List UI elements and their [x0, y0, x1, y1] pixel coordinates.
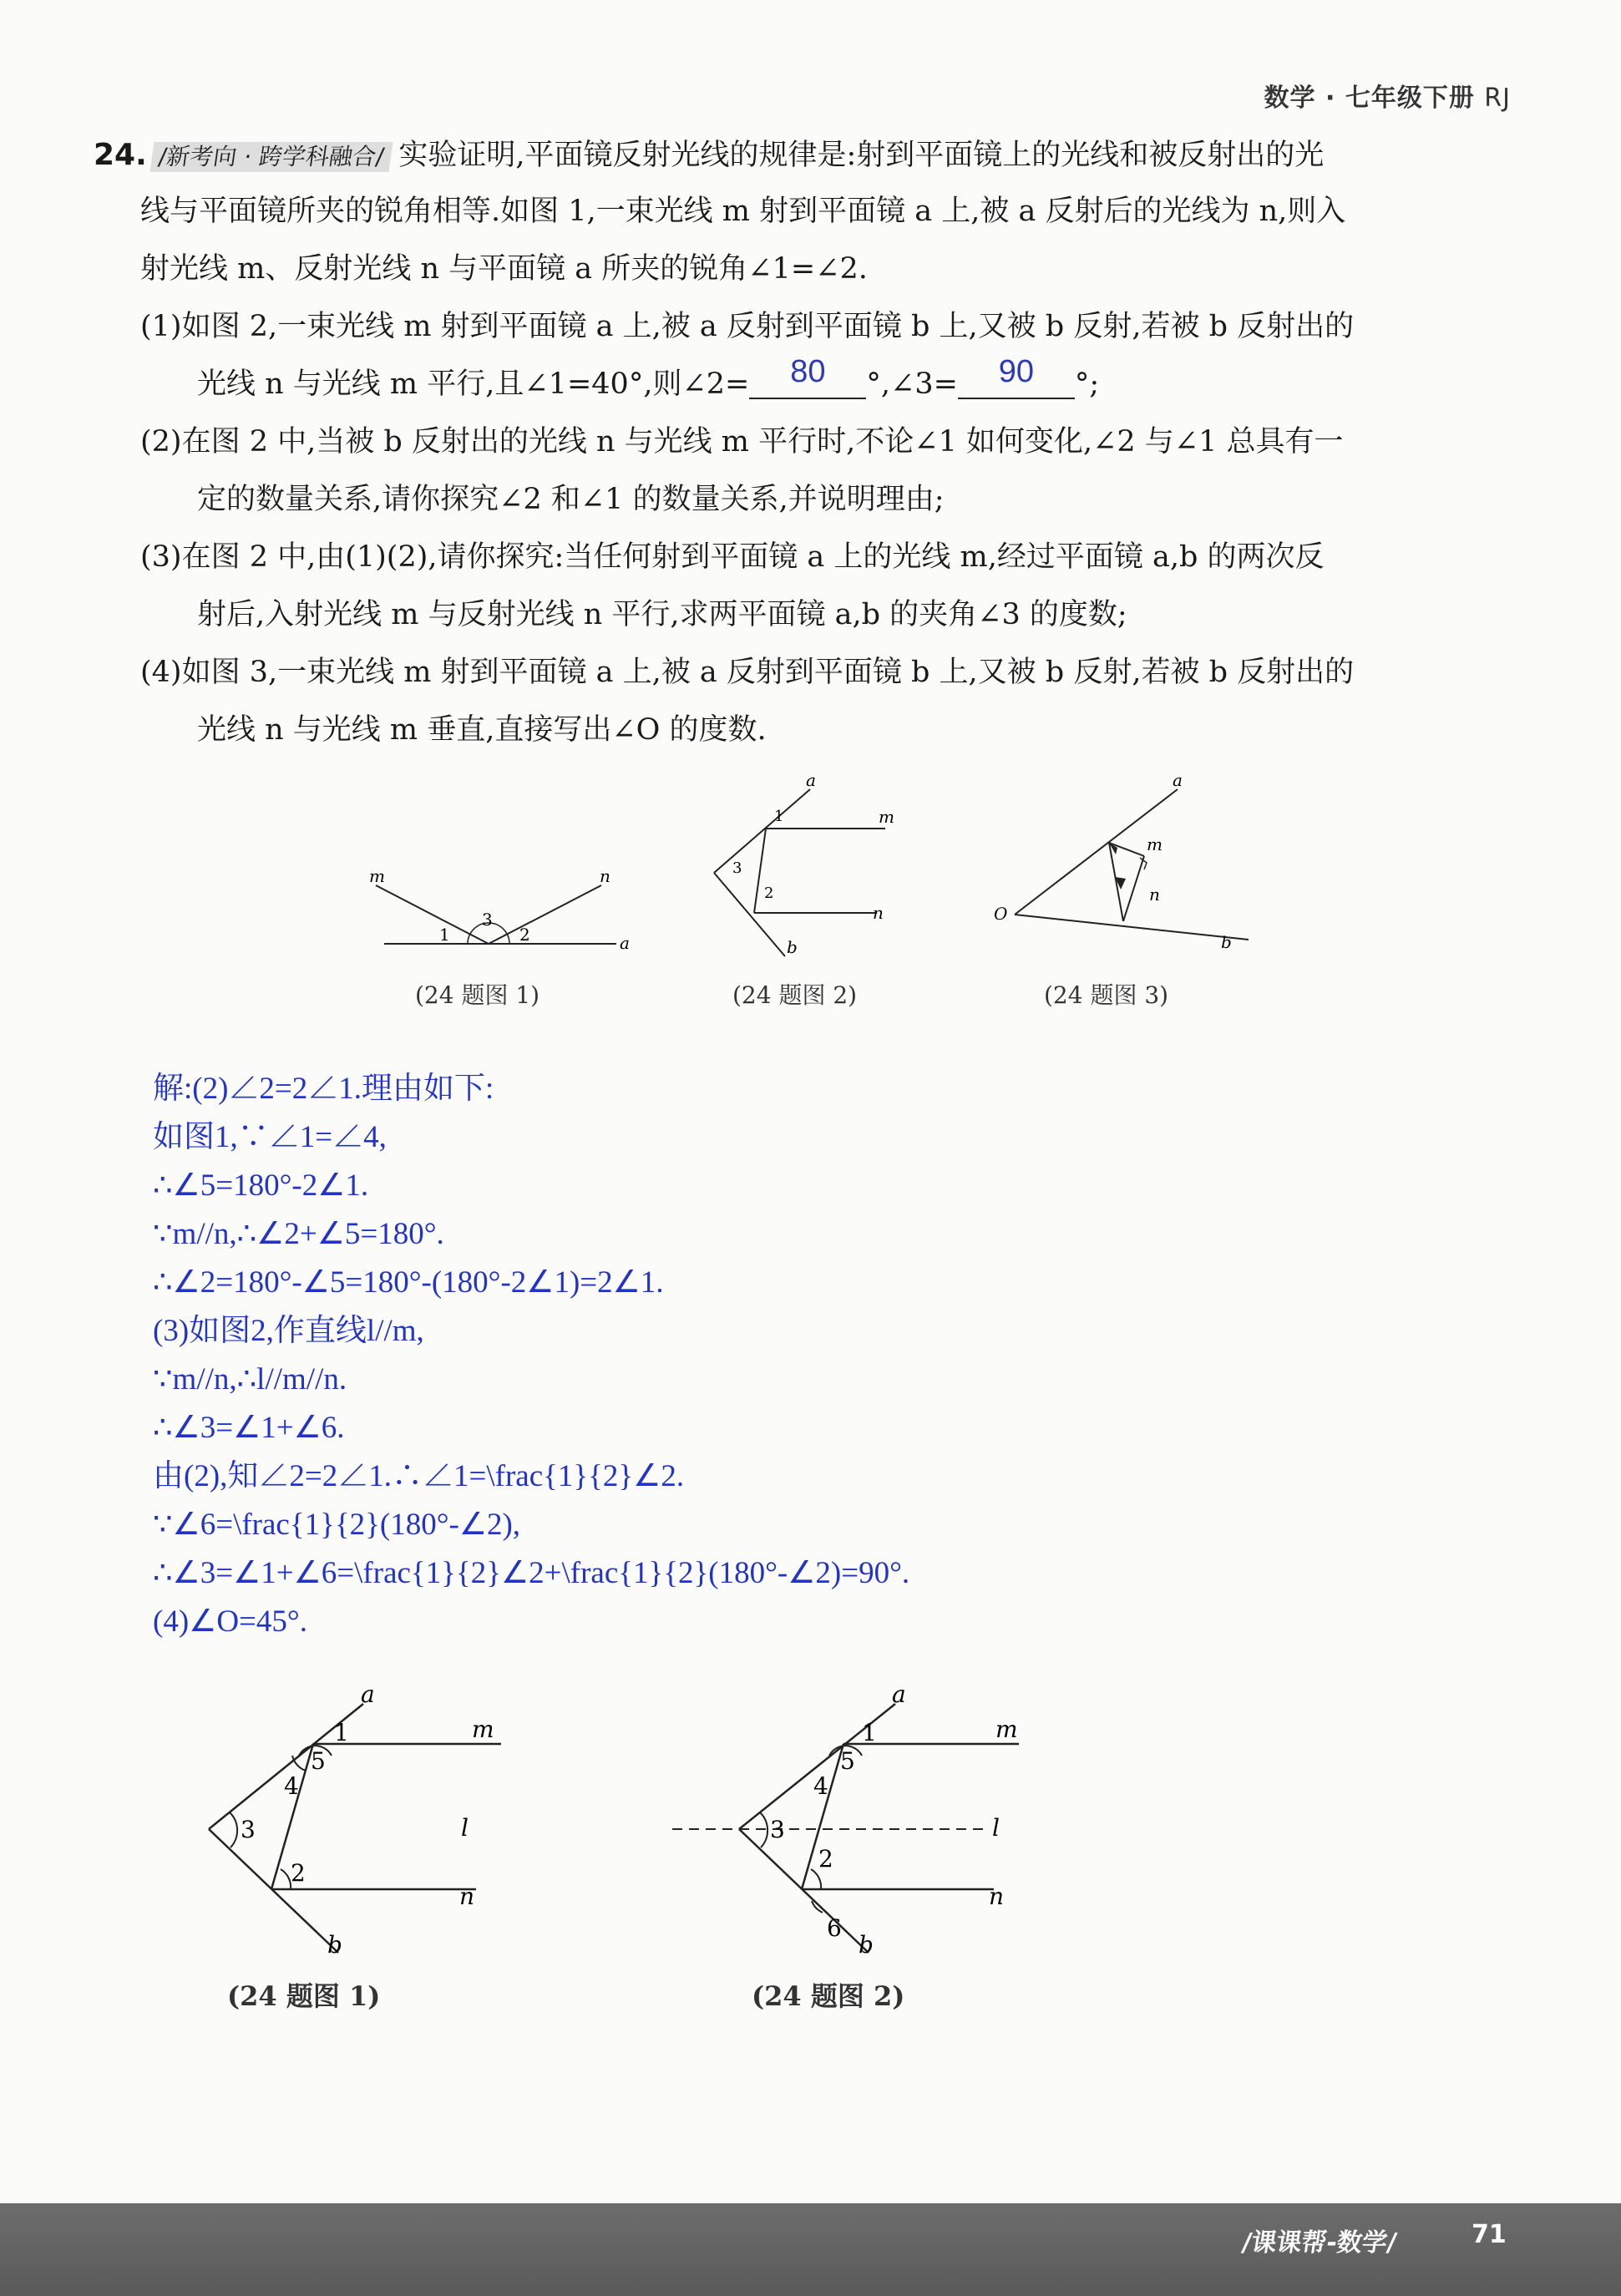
part1-line-1: (1)如图 2,一束光线 m 射到平面镜 a 上,被 a 反射到平面镜 b 上,又被 b 反射,若被 b 反射出的	[140, 310, 1355, 343]
svg-text:b: b	[1221, 932, 1232, 952]
svg-text:5: 5	[311, 1747, 326, 1775]
svg-text:a: a	[892, 1687, 906, 1708]
svg-text:b: b	[859, 1931, 874, 1959]
answer-line-2: 如图1,∵∠1=∠4,	[153, 1120, 387, 1154]
svg-text:2: 2	[291, 1859, 306, 1887]
svg-text:5: 5	[840, 1747, 855, 1775]
svg-text:l: l	[992, 1814, 1000, 1842]
answer-figure-1	[200, 1687, 526, 1963]
answer-figure-2-caption: (24 题图 2)	[752, 1980, 905, 2012]
part1-line-2: 光线 n 与光线 m 平行,且∠1=40°,则∠2= 80 °,∠3= 90 °;	[197, 354, 1100, 401]
svg-text:4: 4	[284, 1772, 299, 1800]
answer-line-4: ∵m//n,∴∠2+∠5=180°.	[153, 1217, 444, 1251]
question-figure-1-caption: (24 题图 1)	[415, 981, 540, 1009]
svg-text:b: b	[787, 937, 798, 957]
svg-text:O: O	[994, 904, 1008, 924]
svg-text:b: b	[327, 1931, 342, 1959]
part2-line-2: 定的数量关系,请你探究∠2 和∠1 的数量关系,并说明理由;	[197, 483, 945, 516]
answer-line-8: ∴∠3=∠1+∠6.	[153, 1411, 345, 1445]
svg-text:a: a	[806, 770, 816, 790]
answer-line-7: ∵m//n,∴l//m//n.	[153, 1362, 347, 1396]
svg-text:2: 2	[519, 925, 530, 945]
answer-line-10: ∵∠6=\frac{1}{2}(180°-∠2),	[153, 1508, 521, 1542]
question-figure-3	[985, 764, 1261, 965]
page-number: 71	[1472, 2220, 1507, 2249]
footer-brand: /课课帮-数学/	[1240, 2228, 1399, 2258]
part4-line-1: (4)如图 3,一束光线 m 射到平面镜 a 上,被 a 反射到平面镜 b 上,又被 b 反射,若被 b 反射出的	[140, 656, 1355, 689]
question-figure-1	[351, 852, 635, 977]
svg-text:m: m	[1147, 834, 1163, 854]
answer-blank-2: 90	[958, 373, 1075, 399]
question-line-3: 射光线 m、反射光线 n 与平面镜 a 所夹的锐角∠1=∠2.	[140, 252, 868, 286]
part3-line-2: 射后,入射光线 m 与反射光线 n 平行,求两平面镜 a,b 的夹角∠3 的度数;	[197, 598, 1127, 631]
svg-text:a: a	[361, 1687, 375, 1708]
svg-text:m: m	[879, 807, 894, 827]
svg-text:3: 3	[482, 910, 493, 930]
answer-line-12: (4)∠O=45°.	[153, 1604, 307, 1639]
page-header: 数学 · 七年级下册 RJ	[1264, 84, 1511, 113]
answer-figure-1-caption: (24 题图 1)	[227, 1980, 381, 2012]
svg-text:n: n	[873, 903, 884, 923]
question-figure-2	[706, 764, 914, 965]
answer-line-1: 解:(2)∠2=2∠1.理由如下:	[153, 1072, 494, 1106]
part4-line-2: 光线 n 与光线 m 垂直,直接写出∠O 的度数.	[197, 713, 767, 747]
svg-text:6: 6	[827, 1914, 842, 1942]
page-footer	[0, 2203, 1621, 2296]
svg-text:l: l	[461, 1814, 469, 1842]
answer-line-3: ∴∠5=180°-2∠1.	[153, 1168, 369, 1203]
svg-text:a: a	[1173, 770, 1183, 790]
question-number: 24.	[94, 138, 147, 172]
svg-text:3: 3	[770, 1816, 785, 1843]
svg-text:n: n	[600, 866, 610, 886]
svg-text:4: 4	[813, 1772, 828, 1800]
svg-text:n: n	[1149, 884, 1160, 905]
answer-line-11: ∴∠3=∠1+∠6=\frac{1}{2}∠2+\frac{1}{2}(180°-∠2)=90°.	[153, 1556, 910, 1590]
question-figure-3-caption: (24 题图 3)	[1044, 981, 1169, 1009]
question-tag: /新考向 · 跨学科融合/	[149, 142, 393, 172]
svg-text:1: 1	[439, 925, 450, 945]
svg-text:n: n	[989, 1883, 1005, 1910]
svg-text:1: 1	[862, 1719, 877, 1746]
answer-figure-2	[668, 1687, 1027, 1963]
svg-text:m: m	[472, 1716, 494, 1743]
svg-text:3: 3	[241, 1816, 256, 1843]
part2-line-1: (2)在图 2 中,当被 b 反射出的光线 n 与光线 m 平行时,不论∠1 如何变化,∠2 与∠1 总具有一	[140, 425, 1344, 459]
answer-blank-1: 80	[749, 373, 866, 399]
svg-text:a: a	[620, 933, 630, 953]
answer-line-9: 由(2),知∠2=2∠1.∴∠1=\frac{1}{2}∠2.	[153, 1459, 685, 1493]
question-figure-2-caption: (24 题图 2)	[732, 981, 858, 1009]
svg-text:m: m	[995, 1716, 1018, 1743]
svg-text:2: 2	[764, 884, 774, 902]
part3-line-1: (3)在图 2 中,由(1)(2),请你探究:当任何射到平面镜 a 上的光线 m,经过平面镜 a,b 的两次反	[140, 540, 1325, 574]
question-line-1: 24. /新考向 · 跨学科融合/ 实验证明,平面镜反射光线的规律是:射到平面镜上的光线和被反射出的光	[94, 138, 1325, 172]
answer-line-5: ∴∠2=180°-∠5=180°-(180°-2∠1)=2∠1.	[153, 1265, 664, 1300]
svg-text:n: n	[459, 1883, 475, 1910]
svg-text:2: 2	[818, 1845, 833, 1873]
answer-line-6: (3)如图2,作直线l//m,	[153, 1314, 424, 1348]
svg-text:1: 1	[334, 1719, 349, 1746]
svg-text:1: 1	[774, 808, 784, 825]
svg-text:3: 3	[732, 859, 742, 877]
svg-text:m: m	[369, 866, 385, 886]
question-line-2: 线与平面镜所夹的锐角相等.如图 1,一束光线 m 射到平面镜 a 上,被 a 反射后的光线为 n,则入	[140, 195, 1346, 228]
